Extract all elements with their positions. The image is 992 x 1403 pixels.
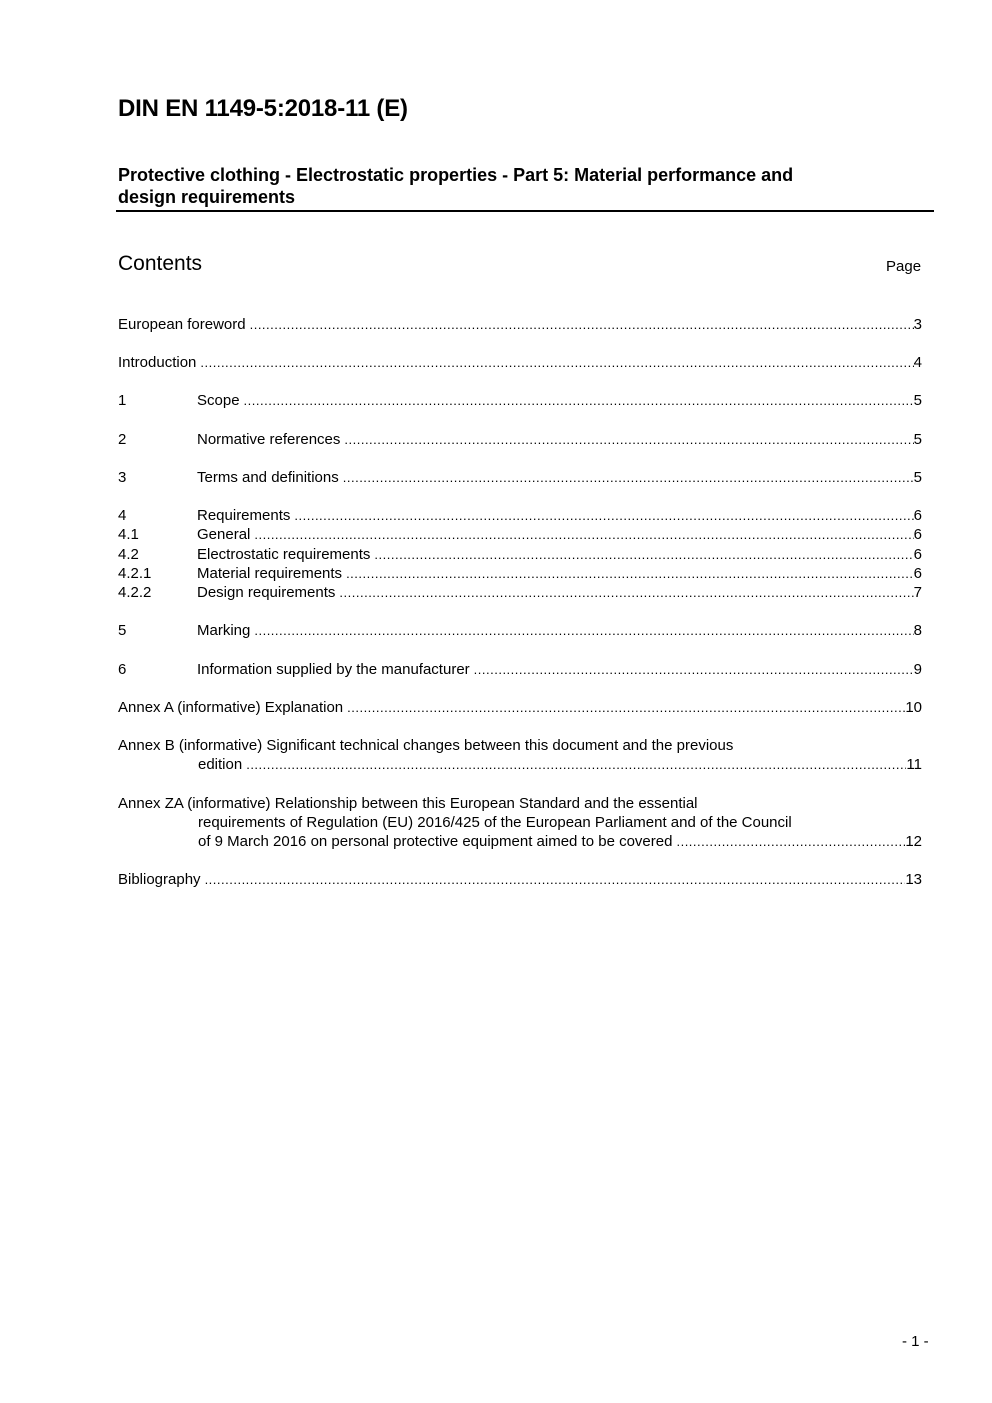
dot-leader <box>344 430 913 449</box>
toc-entry-title-line-3: of 9 March 2016 on personal protective equipment aimed to be covered <box>198 833 673 850</box>
dot-leader <box>347 698 905 717</box>
toc-entry-title: Electrostatic requirements <box>197 546 371 563</box>
document-title <box>118 164 918 208</box>
toc-entry-page: 5 <box>913 469 922 486</box>
dot-leader <box>346 564 914 583</box>
dot-leader <box>294 506 913 525</box>
toc-entry-page: 12 <box>905 833 922 850</box>
toc-entry-title: Material requirements <box>197 565 343 582</box>
toc-entry-page: 8 <box>913 622 922 639</box>
page-number: - 1 - <box>902 1333 929 1350</box>
toc-entry-normative-references[interactable] <box>118 430 922 449</box>
toc-entry-page: 4 <box>913 354 922 371</box>
toc-entry-title: Introduction <box>118 354 197 371</box>
title-divider <box>116 210 934 212</box>
dot-leader <box>205 870 906 889</box>
dot-leader <box>474 660 914 679</box>
toc-entry-number: 6 <box>118 661 127 678</box>
toc-entry-title-line-1: Annex ZA (informative) Relationship between this European Standard and the essential <box>118 795 698 812</box>
toc-entry-number: 2 <box>118 431 127 448</box>
toc-entry-title: Marking <box>197 622 251 639</box>
toc-entry-page: 3 <box>913 316 922 333</box>
toc-entry-terms-and-definitions[interactable] <box>118 468 922 487</box>
toc-entry-title: Annex A (informative) Explanation <box>118 699 344 716</box>
toc-entry-title: Design requirements <box>197 584 336 601</box>
toc-entry-electrostatic-requirements[interactable] <box>118 545 922 564</box>
dot-leader <box>339 583 913 602</box>
toc-entry-page: 13 <box>905 871 922 888</box>
dot-leader <box>254 621 913 640</box>
dot-leader <box>254 525 913 544</box>
toc-entry-page: 6 <box>913 546 922 563</box>
document-id: DIN EN 1149-5:2018-11 (E) <box>118 95 408 122</box>
toc-entry-page: 5 <box>913 431 922 448</box>
toc-entry-page: 9 <box>913 661 922 678</box>
dot-leader <box>676 832 905 851</box>
toc-entry-page: 5 <box>913 392 922 409</box>
document-title-line-1: Protective clothing - Electrostatic properties - Part 5: Material performance and <box>118 165 794 185</box>
toc-entry-number: 4.2.2 <box>118 584 152 601</box>
toc-entry-number: 4.1 <box>118 526 139 543</box>
page-column-heading: Page <box>886 258 922 275</box>
toc-entry-bibliography[interactable] <box>118 870 922 889</box>
toc-entry-number: 3 <box>118 469 127 486</box>
toc-entry-number: 4.2 <box>118 546 139 563</box>
toc-entry-title: General <box>197 526 251 543</box>
toc-entry-information-supplied[interactable] <box>118 660 922 679</box>
toc-entry-page: 10 <box>905 699 922 716</box>
dot-leader <box>244 391 914 410</box>
toc-entry-title: Terms and definitions <box>197 469 339 486</box>
toc-entry-number: 5 <box>118 622 127 639</box>
toc-entry-marking[interactable] <box>118 621 922 640</box>
toc-entry-title: Bibliography <box>118 871 201 888</box>
toc-entry-number: 1 <box>118 392 127 409</box>
toc-entry-title-line-2: requirements of Regulation (EU) 2016/425 of the European Parliament and of the Council <box>198 814 792 831</box>
contents-heading: Contents <box>118 252 203 275</box>
dot-leader <box>374 545 913 564</box>
toc-entry-title: Scope <box>197 392 240 409</box>
toc-entry-annex-za[interactable] <box>118 794 922 851</box>
dot-leader <box>246 755 906 774</box>
toc-entry-scope[interactable] <box>118 391 922 410</box>
toc-entry-page: 11 <box>906 756 922 773</box>
dot-leader <box>343 468 914 487</box>
toc-entry-european-foreword[interactable] <box>118 315 922 334</box>
toc-entry-general[interactable] <box>118 525 922 544</box>
dot-leader <box>250 315 914 334</box>
toc-entry-annex-a[interactable] <box>118 698 922 717</box>
toc-entry-title: Requirements <box>197 507 291 524</box>
toc-entry-design-requirements[interactable] <box>118 583 922 602</box>
toc-entry-title: European foreword <box>118 316 246 333</box>
toc-entry-annex-b[interactable] <box>118 736 922 774</box>
toc-entry-title: Normative references <box>197 431 341 448</box>
dot-leader <box>200 353 913 372</box>
toc-entry-page: 6 <box>913 507 922 524</box>
toc-entry-title-line-2: edition <box>198 756 243 773</box>
toc-entry-material-requirements[interactable] <box>118 564 922 583</box>
toc-entry-page: 6 <box>913 526 922 543</box>
toc-entry-page: 6 <box>913 565 922 582</box>
document-title-line-2: design requirements <box>118 187 296 207</box>
toc-entry-number: 4 <box>118 507 127 524</box>
toc-entry-number: 4.2.1 <box>118 565 152 582</box>
toc-entry-page: 7 <box>913 584 922 601</box>
toc-entry-requirements[interactable] <box>118 506 922 525</box>
toc-entry-title: Information supplied by the manufacturer <box>197 661 470 678</box>
toc-entry-title-line-1: Annex B (informative) Significant technical changes between this document and the previous <box>118 737 734 754</box>
toc-entry-introduction[interactable] <box>118 353 922 372</box>
